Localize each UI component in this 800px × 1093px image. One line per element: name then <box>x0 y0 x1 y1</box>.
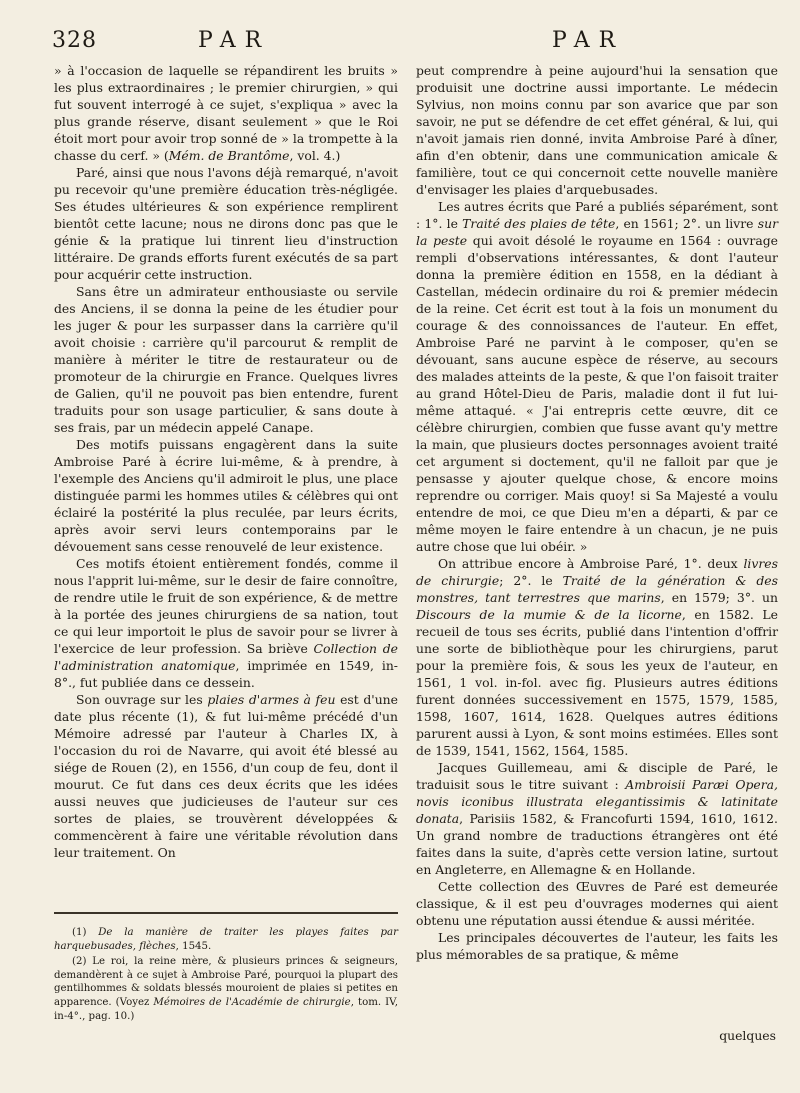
right-column <box>416 62 778 963</box>
catchword: quelques <box>719 1028 776 1043</box>
text-run: qui avoit désolé le royaume en 1564 : ouvrage rempli d'observations intéressantes, & dont l'auteur donna la première édition en 1558, en la dédiant à Castellan, médecin ordinaire du roi & premier médecin de la reine. Cet écrit est tout à la fois un monument du courage & des connoissances de l'auteur. En effet, Ambroise Paré ne parvint à le composer, qu'en se dévouant, sans aucune espèce de réserve, au secours des malades atteints de la peste, & que l'on faisoit traiter au grand Hôtel-Dieu de Paris, maladie dont il fut lui-même attaqué. « J'ai entrepris cette œuvre, dit ce célèbre chirurgien, combien que fusse avant qu'y mettre la main, que plusieurs doctes personnages avoient traité cet argument si doctement, qu'il ne falloit par que je pensasse y ajouter quelque chose, & encore moins reprendre ou corriger. Mais quoy! si Sa Majesté a voulu entendre de moi, ce que Dieu m'en a départi, & par ce même moyen le faire entendre à un chacun, je ne puis autre chose que lui obéir. » <box>416 233 778 554</box>
footnotes <box>54 926 398 1025</box>
quote-reference: Mém. de Brantôme <box>168 148 290 163</box>
text-run: (2) Le roi, la reine mère, & plusieurs princes & seigneurs, demandèrent à ce sujet à Ambroise Paré, pourquoi la plupart des gentilhommes & soldats blessés mouroient de plaies si petites en apparence. (Voyez <box>54 956 398 1008</box>
book-title: Traité des plaies de tête <box>462 216 616 231</box>
text-run: , en 1582. Le recueil de tous ses écrits, publié dans l'intention d'offrir une sorte de bibliothèque pour les chirurgiens, parut pour la première fois, & sous les yeux de l'auteur, en 1561, 1 vol. in-fol. avec fig. Plusieurs autres éditions furent données successivement en 1575, 1579, 1585, 1598, 1607, 1614, 1628. Quelques autres éditions parurent aussi à Lyon, & sont moins estimées. Elles sont de 1539, 1541, 1562, 1564, 1585. <box>416 607 778 758</box>
left-column <box>54 62 398 861</box>
text-run: ; 2°. le <box>499 573 563 588</box>
footnote-rule <box>54 912 398 914</box>
paragraph-collection <box>54 555 398 691</box>
text-run: est d'une date plus récente (1), & fut lui-même précédé d'un Mémoire adressé par l'auteur à Charles IX, à l'occasion du roi de Navarre, qui avoit été blessé au siége de Rouen (2), en 1556, d'un coup de feu, dont il mourut. Ce fut dans ces deux écrits que les idées aussi neuves que judicieuses de l'auteur sur ces sortes de plaies, se trouvèrent développées & commencèrent à faire une véritable révolution dans leur traitement. On <box>54 692 398 860</box>
running-head-left: PAR <box>198 28 271 53</box>
quote-paragraph <box>54 62 398 164</box>
text-run: , Parisiis 1582, & Francofurti 1594, 1610, 1612. Un grand nombre de traductions étrangères ont été faites dans la suite, d'après cette version latine, surtout en Angleterre, en Allemagne & en Hollande. <box>416 811 778 877</box>
footnote-2 <box>54 955 398 1023</box>
page-header <box>52 28 776 58</box>
book-title: Traité de la génération & des monstres, tant terrestres que marins <box>416 573 779 605</box>
text-run: Ces motifs étoient entièrement fondés, comme il nous l'apprit lui-même, sur le desir de faire connoître, de rendre utile le fruit de son expérience, & de mettre à la portée des jeunes chirurgiens de sa nation, tout ce qui leur importoit le plus de savoir pour se livrer à l'exercice de leur profession. Sa briève <box>54 556 398 656</box>
text-run: , 1545. <box>175 940 212 952</box>
book-title: Ambroisii Paræi Opera, novis iconibus illustrata elegantissimis & latinitate donata <box>416 777 778 826</box>
book-title: plaies d'armes à feu <box>207 692 336 707</box>
book-title: De la manière de traiter les playes faites par harquebusades, flèches <box>54 927 399 952</box>
paragraph-motifs: Des motifs puissans engagèrent dans la suite Ambroise Paré à écrire lui-même, & à prendre, à l'exemple des Anciens qu'il admiroit le plus, une place distinguée parmi les hommes utiles & célèbres qui ont éclairé la postérité la plus reculée, par leurs écrits, après avoir servi leurs contemporains par le dévouement sans cesse renouvelé de leur existence. <box>54 437 398 554</box>
running-head-right: PAR <box>552 28 625 53</box>
paragraph-autres-ecrits <box>416 198 778 555</box>
text-run: Jacques Guillemeau, ami & disciple de Paré, le traduisit sous le titre suivant : <box>416 760 778 792</box>
text-run: (1) <box>72 927 99 938</box>
paragraph-decouvertes: Les principales découvertes de l'auteur, les faits les plus mémorables de sa pratique, & même <box>416 930 778 962</box>
paragraph-sylvius: peut comprendre à peine aujourd'hui la sensation que produisit une doctrine aussi importante. Le médecin Sylvius, non moins connu par son avarice que par son savoir, ne put se défendre de cet effet général, & lui, qui n'avoit jamais rien donné, invita Ambroise Paré à dîner, afin d'en obtenir, dans une communication amicale & familière, tout ce qui concernoit cette nouvelle manière d'envisager les plaies d'arquebusades. <box>416 63 778 197</box>
paragraph-plaies <box>54 691 398 861</box>
paragraph-attribue <box>416 555 778 759</box>
paragraph-guillemeau <box>416 759 778 878</box>
paragraph-anciens: Sans être un admirateur enthousiaste ou servile des Anciens, il se donna la peine de les étudier pour les juger & pour les surpasser dans la carrière qu'il avoit choisie : carrière qu'il parcourut & remplit de manière à mériter le titre de restaurateur ou de promoteur de la chirurgie en France. Quelques livres de Galien, qu'il ne pouvoit pas bien entendre, furent traduits pour son usage particulier, & sans doute à ses frais, par un médecin appelé Canape. <box>54 284 398 435</box>
text-run: , en 1561; 2°. un livre <box>615 216 758 231</box>
text-run: Son ouvrage sur les <box>76 692 208 707</box>
page-number: 328 <box>52 28 97 53</box>
quote-reference-tail: , vol. 4.) <box>289 148 341 163</box>
footnote-1 <box>54 926 398 953</box>
text-run: Les autres écrits que Paré a publiés séparément, sont : 1°. le <box>416 199 778 231</box>
text-run: , imprimée en 1549, in-8°., fut publiée dans ce dessein. <box>54 658 398 690</box>
book-title: Discours de la mumie & de la licorne <box>416 607 682 622</box>
text-run: , en 1579; 3°. un <box>660 590 778 605</box>
text-run: On attribue encore à Ambroise Paré, 1°. deux <box>438 556 744 571</box>
paragraph-education: Paré, ainsi que nous l'avons déjà remarqué, n'avoit pu recevoir qu'une première éducation très-négligée. Ses études ultérieures & son expérience remplirent bientôt cette lacune; nous ne dirons donc pas que le génie & la pratique lui tinrent lieu d'instruction littéraire. De grands efforts furent exécutés de sa part pour acquérir cette instruction. <box>54 165 398 282</box>
text-run: , tom. IV, in-4°., pag. 10.) <box>54 996 398 1022</box>
book-title: Collection de l'administration anatomique <box>54 641 398 673</box>
quote-text: » à l'occasion de laquelle se répandirent les bruits » les plus extraordinaires ; le premier chirurgien, » qui fut souvent interrogé à ce sujet, s'expliqua » avec la plus grande réserve, disant seulement » que le Roi étoit mort pour avoir trop sonné de » la trompette à la chasse du cerf. » ( <box>54 63 398 163</box>
book-title: livres de chirurgie <box>416 556 778 588</box>
book-title: sur la peste <box>416 216 778 248</box>
paragraph-collection-classique: Cette collection des Œuvres de Paré est demeurée classique, & il est peu d'ouvrages modernes qui aient obtenu une réputation aussi étendue & aussi méritée. <box>416 879 778 928</box>
book-title: Mémoires de l'Académie de chirurgie <box>153 996 351 1008</box>
